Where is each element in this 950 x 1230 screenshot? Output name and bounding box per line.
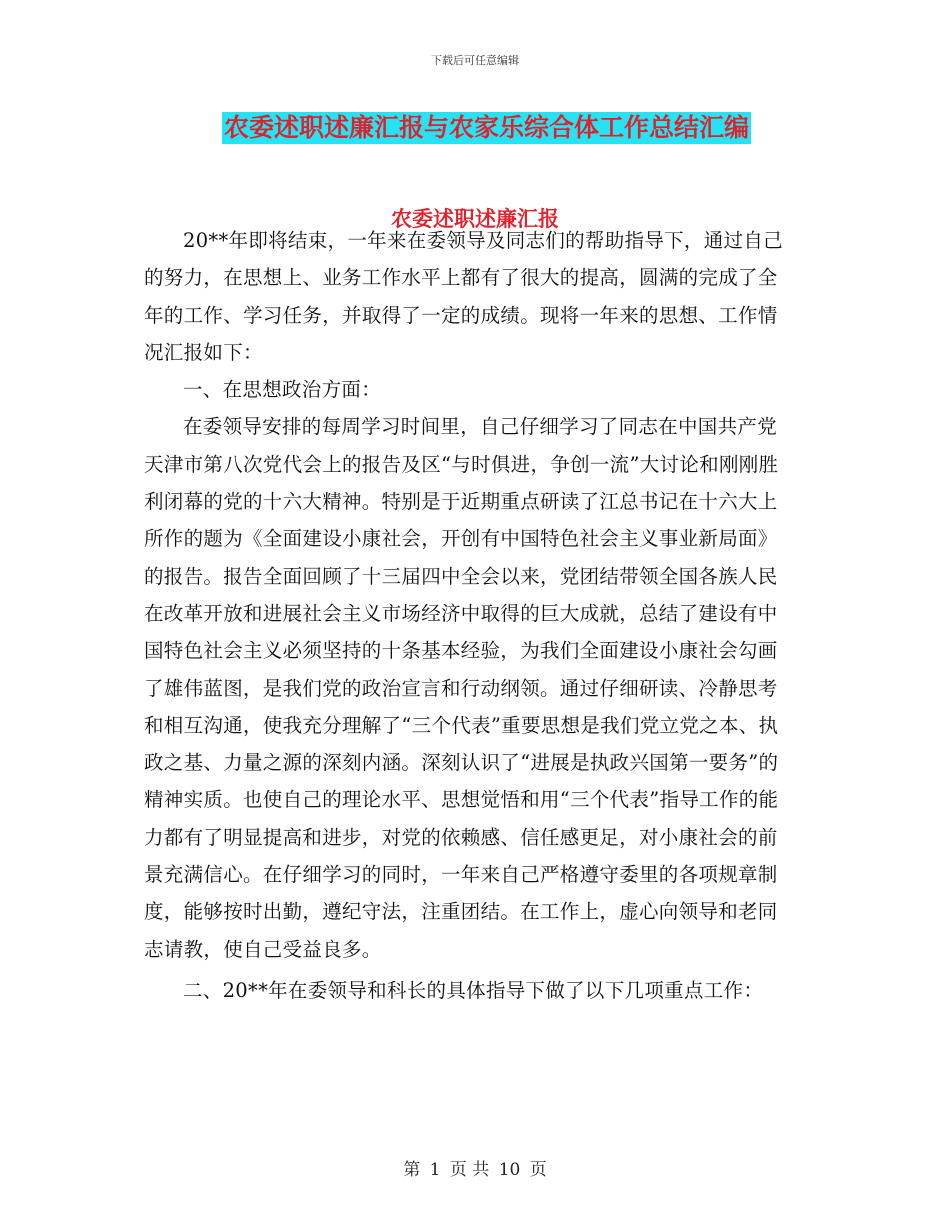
section-title: 农委述职述廉汇报: [391, 206, 559, 231]
footer-mid: 页 共: [449, 1160, 490, 1180]
current-page: 1: [429, 1160, 441, 1180]
footer-prefix: 第: [403, 1160, 421, 1180]
paragraph-political: 在委领导安排的每周学习时间里，自己仔细学习了同志在中国共产党天津市第八次党代会上的报告及区“与时俱进，争创一流”大讨论和刚刚胜利闭幕的党的十六大精神。特别是于近期重点研读了江总书记在十六大上所作的题为《全面建设小康社会，开创有中国特色社会主义事业新局面》的报告。报告全面回顾了十三届四中全会以来，党团结带领全国各族人民在改革开放和进展社会主义市场经济中取得的巨大成就，总结了建设有中国特色社会主义必须坚持的十条基本经验，为我们全面建设小康社会勾画了雄伟蓝图，是我们党的政治宣言和行动纲领。通过仔细研读、冷静思考和相互沟通，使我充分理解了“三个代表”重要思想是我们党立党之本、执政之基、力量之源的深刻内涵。深刻认识了“进展是执政兴国第一要务”的精神实质。也使自己的理论水平、思想觉悟和用“三个代表”指导工作的能力都有了明显提高和进步，对党的依赖感、信任感更足，对小康社会的前景充满信心。在仔细学习的同时，一年来自己严格遵守委里的各项规章制度，能够按时出勤，遵纪守法，注重团结。在工作上，虚心向领导和老同志请教，使自己受益良多。: [144, 415, 779, 961]
paragraph-heading-2: 二、20**年在委领导和科长的具体指导下做了以下几项重点工作：: [183, 978, 764, 1002]
paragraph-intro: 20**年即将结束，一年来在委领导及同志们的帮助指导下，通过自己的努力，在思想上、业务工作水平上都有了很大的提高，圆满的完成了全年的工作、学习任务，并取得了一定的成绩。现将一年来的思想、工作情况汇报如下：: [144, 229, 783, 364]
page-footer: [0, 1155, 950, 1180]
footer-suffix: 页: [529, 1160, 547, 1180]
body-text: [144, 222, 796, 1009]
document-title: 农委述职述廉汇报与农家乐综合体工作总结汇编: [224, 113, 750, 142]
header-note: 下载后可任意编辑: [431, 54, 519, 67]
paragraph-heading-1: 一、在思想政治方面：: [183, 378, 382, 402]
total-pages: 10: [498, 1160, 521, 1180]
